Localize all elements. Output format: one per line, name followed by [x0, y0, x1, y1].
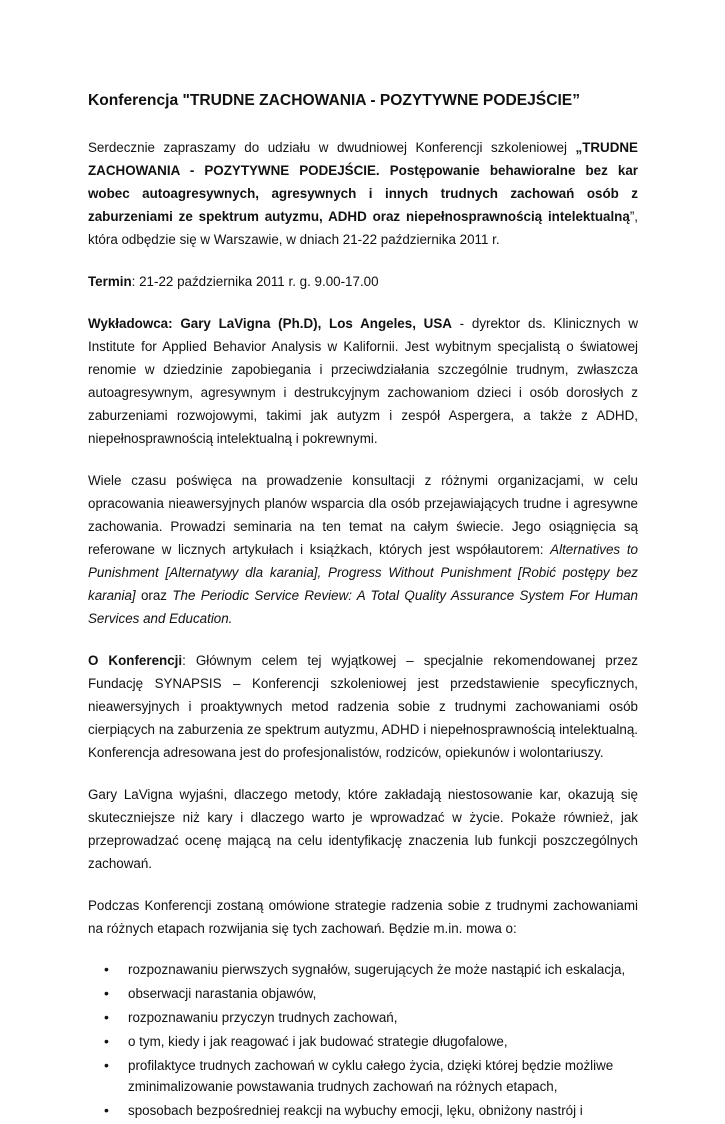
date-value: : 21-22 października 2011 r. g. 9.00-17.00 — [131, 274, 379, 289]
list-item: • rozpoznawaniu pierwszych sygnałów, sugerujących że może nastąpić ich eskalacja, — [88, 959, 638, 980]
list-item: • sposobach bezpośredniej reakcji na wybuchy emocji, lęku, obniżony nastrój i — [88, 1100, 638, 1121]
intro-text-end: ”, która odbędzie się w Warszawie, w dniach 21-22 października 2011 r. — [88, 209, 638, 247]
date-label: Termin — [88, 274, 132, 289]
speaker-bio: - dyrektor ds. Klinicznych w Institute for Applied Behavior Analysis w Kalifornii. Jest wybitnym specjalistą o światowej renomie w dziedzinie zapobiegania i przeciwdziałania szczególnie trudnym, zwłaszcza autoagresywnym, agresywnym i destrukcyjnym zachowaniom dzieci i osób dorosłych z zaburzeniami rozwojowymi, takimi jak autyzm i zespół Aspergera, a także z ADHD, niepełnosprawnością intelektualną i pokrewnymi. — [88, 316, 638, 446]
about-label: O Konferencji — [88, 653, 183, 668]
document-body — [88, 90, 638, 1124]
intro-text-start: Serdecznie zapraszamy do udziału w dwudniowej Konferencji szkoleniowej — [88, 140, 576, 155]
consultation-text-mid: oraz — [135, 588, 173, 603]
intro-paragraph — [88, 136, 638, 251]
page-title: Konferencja "TRUDNE ZACHOWANIA - POZYTYWNE PODEJŚCIE” — [88, 92, 580, 109]
list-item: • profilaktyce trudnych zachowań w cyklu całego życia, dzięki której będzie możliwe zminimalizowanie powstawania trudnych zachowań na różnych etapach, — [88, 1055, 638, 1097]
consultation-text-start: Wiele czasu poświęca na prowadzenie konsultacji z różnymi organizacjami, w celu opracowania nieawersyjnych planów wsparcia dla osób przejawiających trudne i agresywne zachowania. Prowadzi seminaria na ten temat na całym świecie. Jego osiągnięcia są referowane w licznych artykułach i książkach, których jest współautorem: — [88, 473, 638, 557]
book-title-2: The Periodic Service Review: A Total Quality Assurance System For Human Services and Education. — [88, 588, 639, 626]
list-item: • o tym, kiedy i jak reagować i jak budować strategie długofalowe, — [88, 1031, 638, 1052]
list-item: • rozpoznawaniu przyczyn trudnych zachowań, — [88, 1007, 638, 1028]
about-text: : Głównym celem tej wyjątkowej – specjalnie rekomendowanej przez Fundację SYNAPSIS – Konferencji szkoleniowej jest przedstawienie specyficznych, nieawersyjnych i proaktywnych metod radzenia sobie z trudnymi zachowaniami osób cierpiących na zaburzenia ze spektrum autyzmu, ADHD i niepełnosprawnością intelektualną. Konferencja adresowana jest do profesjonalistów, rodziców, opiekunów i wolontariuszy. — [88, 653, 638, 760]
conference-name: „TRUDNE ZACHOWANIA - POZYTYWNE PODEJŚCIE. Postępowanie behawioralne bez kar wobec autoagresywnych, agresywnych i innych trudnych zachowań osób z zaburzeniami ze spektrum autyzmu, ADHD oraz niepełnosprawnością intelektualną — [88, 140, 638, 224]
list-item: • obserwacji narastania objawów, — [88, 983, 638, 1004]
consultation-paragraph — [88, 469, 638, 630]
speaker-paragraph — [88, 312, 638, 450]
book-titles-1: Alternatives to Punishment [Alternatywy dla karania], Progress Without Punishment [Robić postępy bez karania] — [88, 542, 638, 603]
about-paragraph — [88, 649, 638, 764]
methods-paragraph: Gary LaVigna wyjaśni, dlaczego metody, które zakładają niestosowanie kar, okazują się skuteczniejsze niż kary i dlaczego warto je wprowadzać w życie. Pokaże również, jak przeprowadzać ocenę mającą na celu identyfikację znaczenia lub funkcji poszczególnych zachowań. — [88, 787, 638, 871]
speaker-label: Wykładowca: Gary LaVigna (Ph.D), Los Angeles, USA — [88, 316, 452, 331]
topics-list — [88, 959, 638, 1121]
strategies-paragraph: Podczas Konferencji zostaną omówione strategie radzenia sobie z trudnymi zachowaniami na różnych etapach rozwijania się tych zachowań. Będzie m.in. mowa o: — [88, 898, 638, 936]
date-paragraph — [88, 270, 638, 293]
